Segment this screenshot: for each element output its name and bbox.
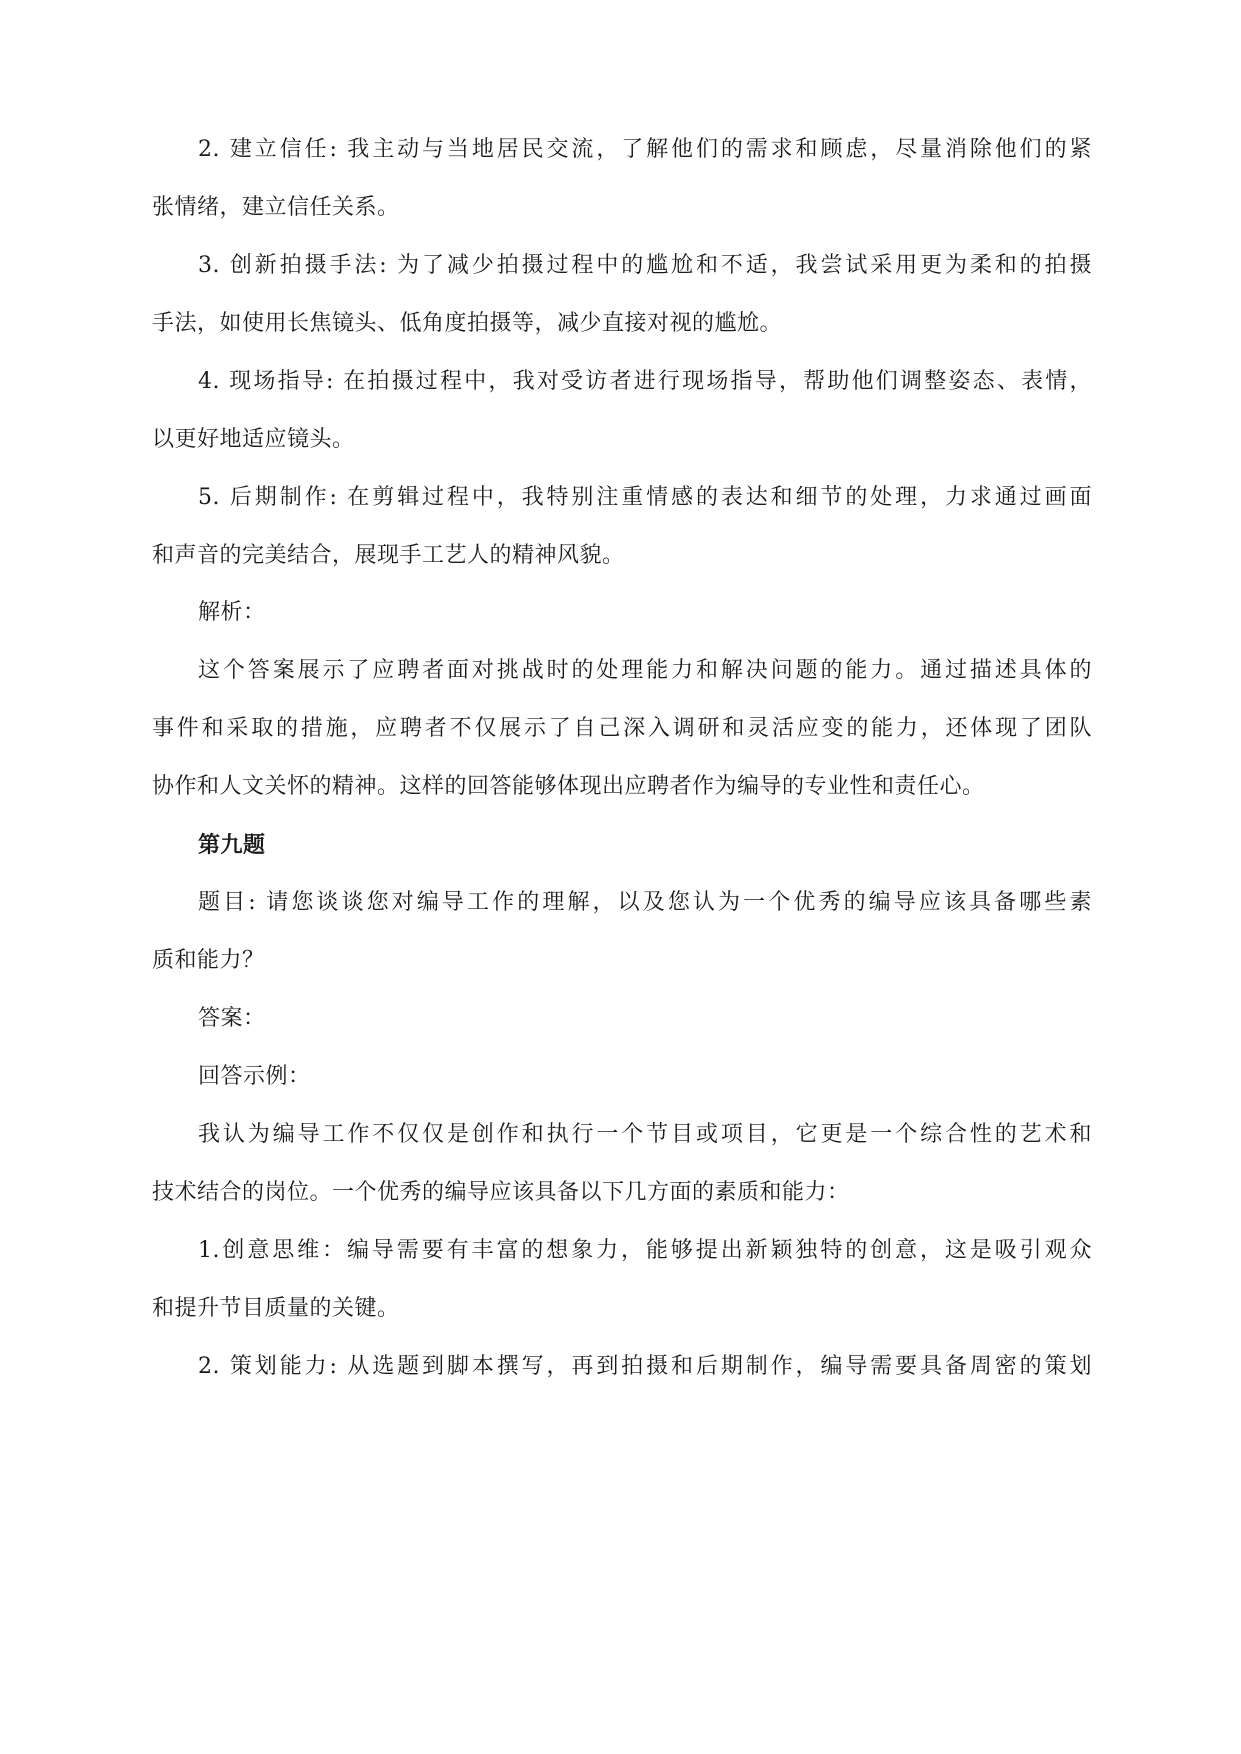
paragraph-line: 我认为编导工作不仅仅是创作和执行一个节目或项目，它更是一个综合性的艺术和	[198, 1122, 1092, 1147]
example-label: 回答示例：	[198, 1064, 311, 1089]
paragraph-line: 题目: 请您谈谈您对编导工作的理解，以及您认为一个优秀的编导应该具备哪些素	[198, 890, 1092, 915]
analysis-label: 解析：	[198, 600, 266, 625]
paragraph-line: 3. 创新拍摄手法: 为了减少拍摄过程中的尴尬和不适，我尝试采用更为柔和的拍摄	[198, 253, 1092, 278]
paragraph-line: 手法，如使用长焦镜头、低角度拍摄等，减少直接对视的尴尬。	[152, 311, 783, 336]
paragraph-line: 这个答案展示了应聘者面对挑战时的处理能力和解决问题的能力。通过描述具体的	[198, 658, 1092, 683]
answer-label: 答案：	[198, 1006, 266, 1031]
paragraph-line: 1.创意思维：编导需要有丰富的想象力，能够提出新颖独特的创意，这是吸引观众	[198, 1238, 1092, 1263]
paragraph-line: 协作和人文关怀的精神。这样的回答能够体现出应聘者作为编导的专业性和责任心。	[152, 774, 985, 799]
paragraph-line: 5. 后期制作: 在剪辑过程中，我特别注重情感的表达和细节的处理，力求通过画面	[198, 485, 1092, 510]
paragraph-line: 和声音的完美结合，展现手工艺人的精神风貌。	[152, 543, 625, 568]
paragraph-line: 4. 现场指导: 在拍摄过程中，我对受访者进行现场指导，帮助他们调整姿态、表情，	[198, 369, 1092, 394]
paragraph-line: 技术结合的岗位。一个优秀的编导应该具备以下几方面的素质和能力：	[152, 1180, 850, 1205]
paragraph-line: 2. 策划能力: 从选题到脚本撰写，再到拍摄和后期制作，编导需要具备周密的策划	[198, 1354, 1092, 1379]
paragraph-line: 质和能力？	[152, 948, 265, 973]
paragraph-line: 张情绪，建立信任关系。	[152, 195, 400, 220]
paragraph-line: 和提升节目质量的关键。	[152, 1296, 400, 1321]
paragraph-line: 事件和采取的措施，应聘者不仅展示了自己深入调研和灵活应变的能力，还体现了团队	[152, 716, 1092, 741]
paragraph-line: 以更好地适应镜头。	[152, 427, 355, 452]
question-heading: 第九题	[198, 832, 266, 858]
paragraph-line: 2. 建立信任: 我主动与当地居民交流，了解他们的需求和顾虑，尽量消除他们的紧	[198, 137, 1092, 162]
